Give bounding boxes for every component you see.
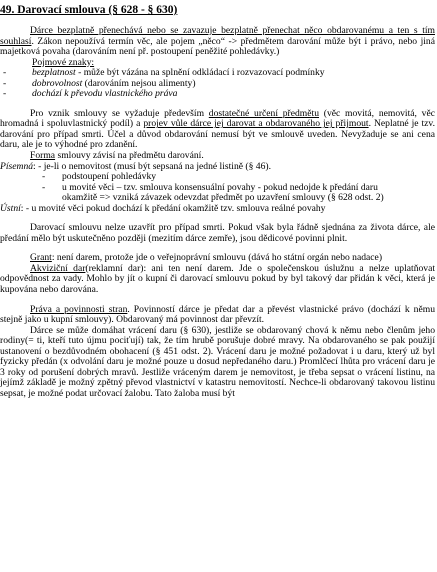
rights-term: Práva a povinnosti stran — [30, 303, 128, 315]
conditions-text-c: . Neplatné je tzv. darování pro případ smrti. Účel a důvod obdarování nemusí být ve smlouvě uveden. Nevyžaduje se ani cena daru, ale je to výhodné pro zdanění. — [0, 118, 436, 151]
page-title: 49. Darovací smlouva (§ 628 - § 630) — [0, 4, 178, 16]
feature-text: - může být vázána na splnění odkládací i rozvazovací podmínky — [75, 67, 325, 79]
feature-text: (darováním nejsou alimenty) — [82, 77, 196, 89]
conditions-will: projev vůle dárce jej darovat a obdarovaného jej přijmout — [143, 118, 369, 130]
conditions-paragraph — [0, 109, 435, 151]
form-oral-text: : - u movité věci pokud dochází k předání okamžitě tzv. smlouva reálné povahy — [20, 202, 326, 214]
rights-paragraph — [0, 305, 435, 326]
form-oral — [0, 204, 435, 215]
form-written-item: - u movité věci – tzv. smlouva konsensuální povahy - pokud nedojde k předání daru — [42, 183, 435, 194]
death-paragraph: Darovací smlouvu nelze uzavřít pro případ smrti. Pokud však byla řádně sjednána za života dárce, ale předání mělo být uskutečněno později (mezitím dárce zemře), jsou dědicové povinni plnit. — [0, 222, 435, 244]
form-written-label: Písemná — [0, 160, 34, 172]
return-paragraph: Dárce se může domáhat vrácení daru (§ 630), jestliže se obdarovaný chová k němu nebo členům jeho rodiny(= ti, kteří tuto újmu pociťují) tak, že tím hrubě porušuje dobré mravy. Na obdarovaného se pak použijí ustanovení o bezdůvodném obohacení (§ 451 odst. 2). Vrácení daru je možné požadovat i u daru, který už byl fyzicky předán (x odvolání daru je možné pouze u dosud nepředaného daru.) Promlčecí lhůta pro vrácení daru je 3 roky od porušení dobrých mravů. Jestliže vráceným darem je nemovitost, je třeba sepsat o vrácení listinu, na jejímž základě je možný zpětný převod vlastnictví v katastru nemovitostí. Nechce-li obdarovaný takovou listinu sepsat, je možné podat určovací žalobu. Tato žaloba musí být — [0, 324, 435, 399]
rights-text: . Povinností dárce je předat dar a převést vlastnické právo (dochází k němu stejně jako u kupní smlouvy). Obdarovaný má povinnost dar převzít. — [0, 303, 435, 326]
feature-term: bezplatnost — [32, 67, 76, 79]
intro-paragraph — [0, 26, 435, 58]
acquisition-term: Akviziční dar — [30, 262, 86, 274]
form-written-text: : - je-li o nemovitost (musí být sepsaná na jedné listině (§ 46). — [33, 160, 271, 172]
form-heading-rest: smlouvy závisí na předmětu darování. — [55, 150, 204, 162]
conditions-text-a: Pro vznik smlouvy se vyžaduje především — [30, 107, 209, 119]
form-heading-term: Forma — [30, 150, 56, 162]
form-written-item: - podstoupení pohledávky — [42, 172, 435, 183]
conditions-text-b: (věc movitá, nemovitá, věc hromadná i spoluvlastnický podíl) a — [0, 107, 435, 130]
form-written-list — [0, 172, 435, 193]
acquisition-paragraph — [0, 264, 435, 296]
intro-rest: . Zákon nepoužívá termín věc, ale pojem „něco“ -> předmětem darování může být i právo, nebo jiná majetková povaha (darováním není př. postoupení peněžité pohledávky.) — [0, 35, 435, 58]
form-oral-label: Ústní — [0, 202, 21, 214]
features-heading: Pojmové znaky: — [32, 56, 95, 68]
features-list — [0, 68, 435, 100]
intro-definition: Dárce bezplatně přenechává nebo se zavazuje bezplatně přenechat něco obdarovanému a ten s tím souhlasí — [0, 25, 435, 47]
grant-text: : není darem, protože jde o veřejnoprávní smlouvu (dává ho státní orgán nebo nadace) — [51, 252, 383, 264]
grant-term: Grant — [30, 252, 52, 264]
conditions-subject: dostatečné určení předmětu — [208, 107, 319, 119]
feature-item — [0, 89, 435, 100]
form-written-item-cont: okamžitě => vzniká závazek odevzdat předmět po uzavření smlouvy (§ 628 odst. 2) — [62, 192, 384, 204]
acquisition-text: (reklamní dar): ani ten není darem. Jde o společenskou úslužnu a nelze uplatňovat odpovědnost za vady. Mohlo by jít o kupní či darovací smlouvu pokud by byl takový dar přidán k věci, která je kupována nebo darována. — [0, 262, 436, 296]
feature-term: dobrovolnost — [32, 77, 83, 89]
feature-term: dochází k převodu vlastnického práva — [32, 88, 178, 100]
